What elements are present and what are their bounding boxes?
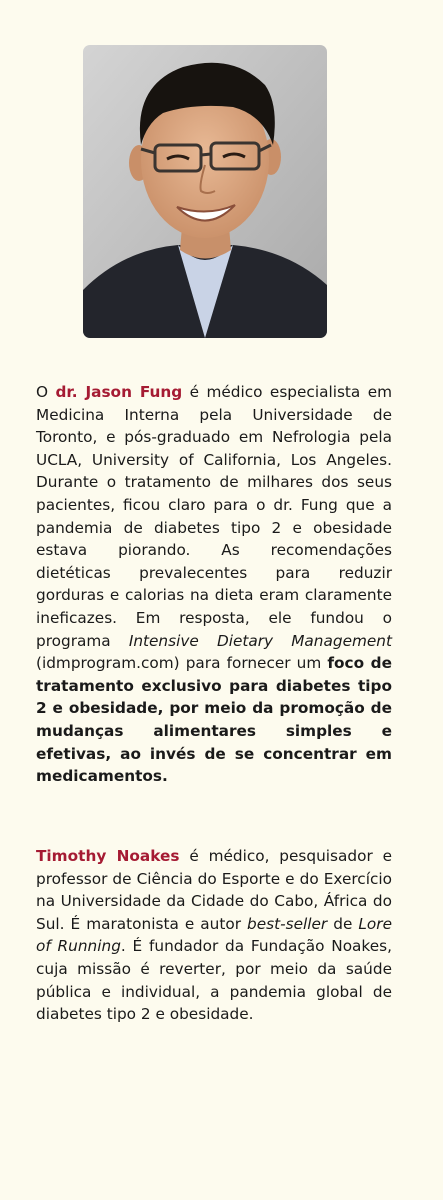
bestseller-term: best-seller bbox=[247, 914, 328, 933]
author-name-noakes: Timothy Noakes bbox=[36, 847, 180, 865]
bio-text: (idmprogram.com) para fornecer um bbox=[36, 654, 328, 673]
book-title: Lore of Running bbox=[36, 914, 392, 956]
bio-fung bbox=[36, 381, 392, 788]
bio-emphasis: foco de tratamento exclusivo para diabetes tipo 2 e obesidade, por meio da promoção de mudanças alimentares simples e efetivas, ao invés de se concentrar em medicamentos. bbox=[36, 654, 392, 786]
program-name: Intensive Dietary Management bbox=[128, 631, 392, 650]
author-photo bbox=[83, 45, 327, 338]
bio-text: de bbox=[327, 914, 359, 933]
bio-text: é médico, pesquisador e professor de Ciência do Esporte e do Exercício na Universidade da Cidade do Cabo, África do Sul. É maratonista e autor bbox=[36, 847, 392, 933]
bio-text: . É fundador da Fundação Noakes, cuja missão é reverter, por meio da saúde pública e individual, a pandemia global de diabetes tipo 2 e obesidade. bbox=[36, 937, 392, 1024]
author-name-fung: dr. Jason Fung bbox=[55, 383, 183, 401]
bio-text: é médico especialista em Medicina Interna pela Universidade de Toronto, e pós-graduado em Nefrologia pela UCLA, University of California, Los Angeles. Durante o tratamento de milhares dos seus pacientes, ficou claro para o dr. Fung que a pandemia de diabetes tipo 2 e obesidade estava piorando. As recomendações dietéticas prevalecentes para reduzir gorduras e calorias na dieta eram claramente ineficazes. Em resposta, ele fundou o programa bbox=[36, 383, 393, 650]
bio-noakes bbox=[36, 845, 392, 1026]
bio-text: O bbox=[36, 383, 56, 401]
portrait-image bbox=[83, 45, 327, 338]
